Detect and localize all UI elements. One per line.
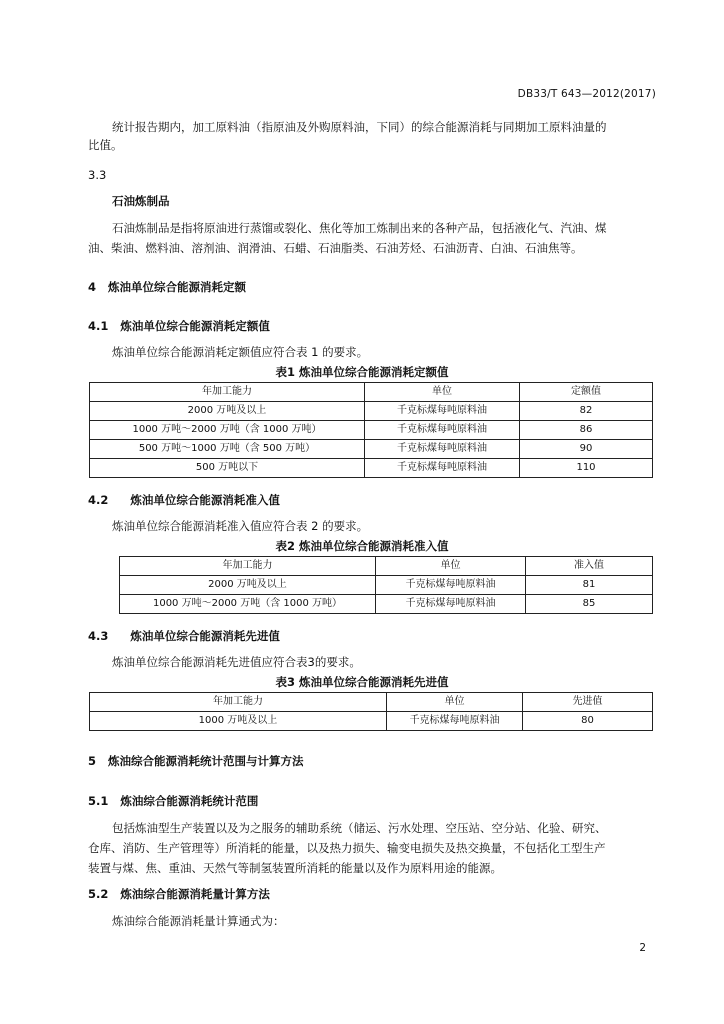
table-cell: 千克标煤每吨原料油 <box>365 402 520 421</box>
table-caption: 表1 炼油单位综合能源消耗定额值 <box>275 365 449 379</box>
section-heading-5-2 <box>88 886 270 902</box>
paragraph-line: 炼油单位综合能源消耗定额值应符合表 1 的要求。 <box>112 345 369 359</box>
table-3 <box>89 692 653 731</box>
paragraph-line: 统计报告期内，加工原料油（指原油及外购原料油，下同）的综合能源消耗与同期加工原料油量的 <box>112 120 607 134</box>
table-row <box>90 459 653 478</box>
table-cell: 千克标煤每吨原料油 <box>365 421 520 440</box>
section-title: 炼油单位综合能源消耗定额值 <box>120 319 270 333</box>
table-cell: 1000 万吨～2000 万吨（含 1000 万吨） <box>120 595 376 614</box>
term-title: 石油炼制品 <box>112 194 170 208</box>
table-cell: 500 万吨～1000 万吨（含 500 万吨） <box>90 440 365 459</box>
table-cell: 82 <box>520 402 653 421</box>
header-cell: 单位 <box>387 693 523 712</box>
table-cell: 千克标煤每吨原料油 <box>376 595 526 614</box>
table-cell: 500 万吨以下 <box>90 459 365 478</box>
table-cell: 千克标煤每吨原料油 <box>376 576 526 595</box>
section-heading-4 <box>88 279 246 295</box>
table-cell: 1000 万吨及以上 <box>90 712 387 731</box>
header-cell: 年加工能力 <box>120 557 376 576</box>
section-number: 4.1 <box>88 319 109 333</box>
section-title: 炼油综合能源消耗量计算方法 <box>120 887 270 901</box>
table-row <box>90 402 653 421</box>
section-title: 炼油综合能源消耗统计范围 <box>120 794 259 808</box>
section-heading-5-1 <box>88 793 258 809</box>
paragraph-line: 石油炼制品是指将原油进行蒸馏或裂化、焦化等加工炼制出来的各种产品，包括液化气、汽油、煤 <box>112 221 607 235</box>
table-cell: 2000 万吨及以上 <box>90 402 365 421</box>
table-header-row <box>90 693 653 712</box>
section-number: 4 <box>88 280 97 294</box>
section-heading-4-2 <box>88 492 280 508</box>
paragraph-line: 炼油综合能源消耗量计算通式为： <box>112 914 285 928</box>
header-cell: 定额值 <box>520 383 653 402</box>
table-cell: 2000 万吨及以上 <box>120 576 376 595</box>
section-number-3-3: 3.3 <box>88 168 107 182</box>
table-cell: 千克标煤每吨原料油 <box>365 459 520 478</box>
section-number: 5.2 <box>88 887 109 901</box>
table-row <box>90 712 653 731</box>
section-heading-4-3 <box>88 628 280 644</box>
page-number: 2 <box>639 942 646 954</box>
table-cell: 千克标煤每吨原料油 <box>387 712 523 731</box>
table-header-row <box>120 557 653 576</box>
header-cell: 准入值 <box>526 557 653 576</box>
section-heading-4-1 <box>88 318 270 334</box>
table-header-row <box>90 383 653 402</box>
section-title: 炼油单位综合能源消耗准入值 <box>130 493 280 507</box>
header-cell: 单位 <box>365 383 520 402</box>
paragraph-line: 比值。 <box>88 138 123 152</box>
document-code-header: DB33/T 643—2012(2017) <box>517 88 656 100</box>
paragraph-line: 装置与煤、焦、重油、天然气等制氢装置所消耗的能量以及作为原料用途的能源。 <box>88 861 502 875</box>
table-row <box>120 595 653 614</box>
paragraph-line: 炼油单位综合能源消耗先进值应符合表3的要求。 <box>112 655 361 669</box>
section-title: 炼油单位综合能源消耗先进值 <box>130 629 280 643</box>
section-number: 4.3 <box>88 629 109 643</box>
header-cell: 年加工能力 <box>90 693 387 712</box>
table-1 <box>89 382 653 478</box>
header-cell: 年加工能力 <box>90 383 365 402</box>
paragraph-line: 油、柴油、燃料油、溶剂油、润滑油、石蜡、石油脂类、石油芳烃、石油沥青、白油、石油焦等。 <box>88 241 583 255</box>
table-row <box>90 421 653 440</box>
paragraph-line: 包括炼油型生产装置以及为之服务的辅助系统（储运、污水处理、空压站、空分站、化验、研究、 <box>112 821 607 835</box>
table-cell: 110 <box>520 459 653 478</box>
table-cell: 90 <box>520 440 653 459</box>
table-cell: 千克标煤每吨原料油 <box>365 440 520 459</box>
section-heading-5 <box>88 753 304 769</box>
table-cell: 81 <box>526 576 653 595</box>
table-cell: 86 <box>520 421 653 440</box>
header-cell: 先进值 <box>523 693 653 712</box>
paragraph-line: 炼油单位综合能源消耗准入值应符合表 2 的要求。 <box>112 519 369 533</box>
table-row <box>120 576 653 595</box>
header-cell: 单位 <box>376 557 526 576</box>
table-cell: 1000 万吨～2000 万吨（含 1000 万吨） <box>90 421 365 440</box>
section-title: 炼油单位综合能源消耗定额 <box>108 280 247 294</box>
table-cell: 85 <box>526 595 653 614</box>
section-number: 5 <box>88 754 97 768</box>
section-number: 5.1 <box>88 794 109 808</box>
section-title: 炼油综合能源消耗统计范围与计算方法 <box>108 754 304 768</box>
table-row <box>90 440 653 459</box>
table-cell: 80 <box>523 712 653 731</box>
table-caption: 表3 炼油单位综合能源消耗先进值 <box>275 675 449 689</box>
section-number: 4.2 <box>88 493 109 507</box>
table-2 <box>119 556 653 614</box>
paragraph-line: 仓库、消防、生产管理等）所消耗的能量，以及热力损失、输变电损失及热交换量，不包括化工型生产 <box>88 841 606 855</box>
table-caption: 表2 炼油单位综合能源消耗准入值 <box>275 539 449 553</box>
